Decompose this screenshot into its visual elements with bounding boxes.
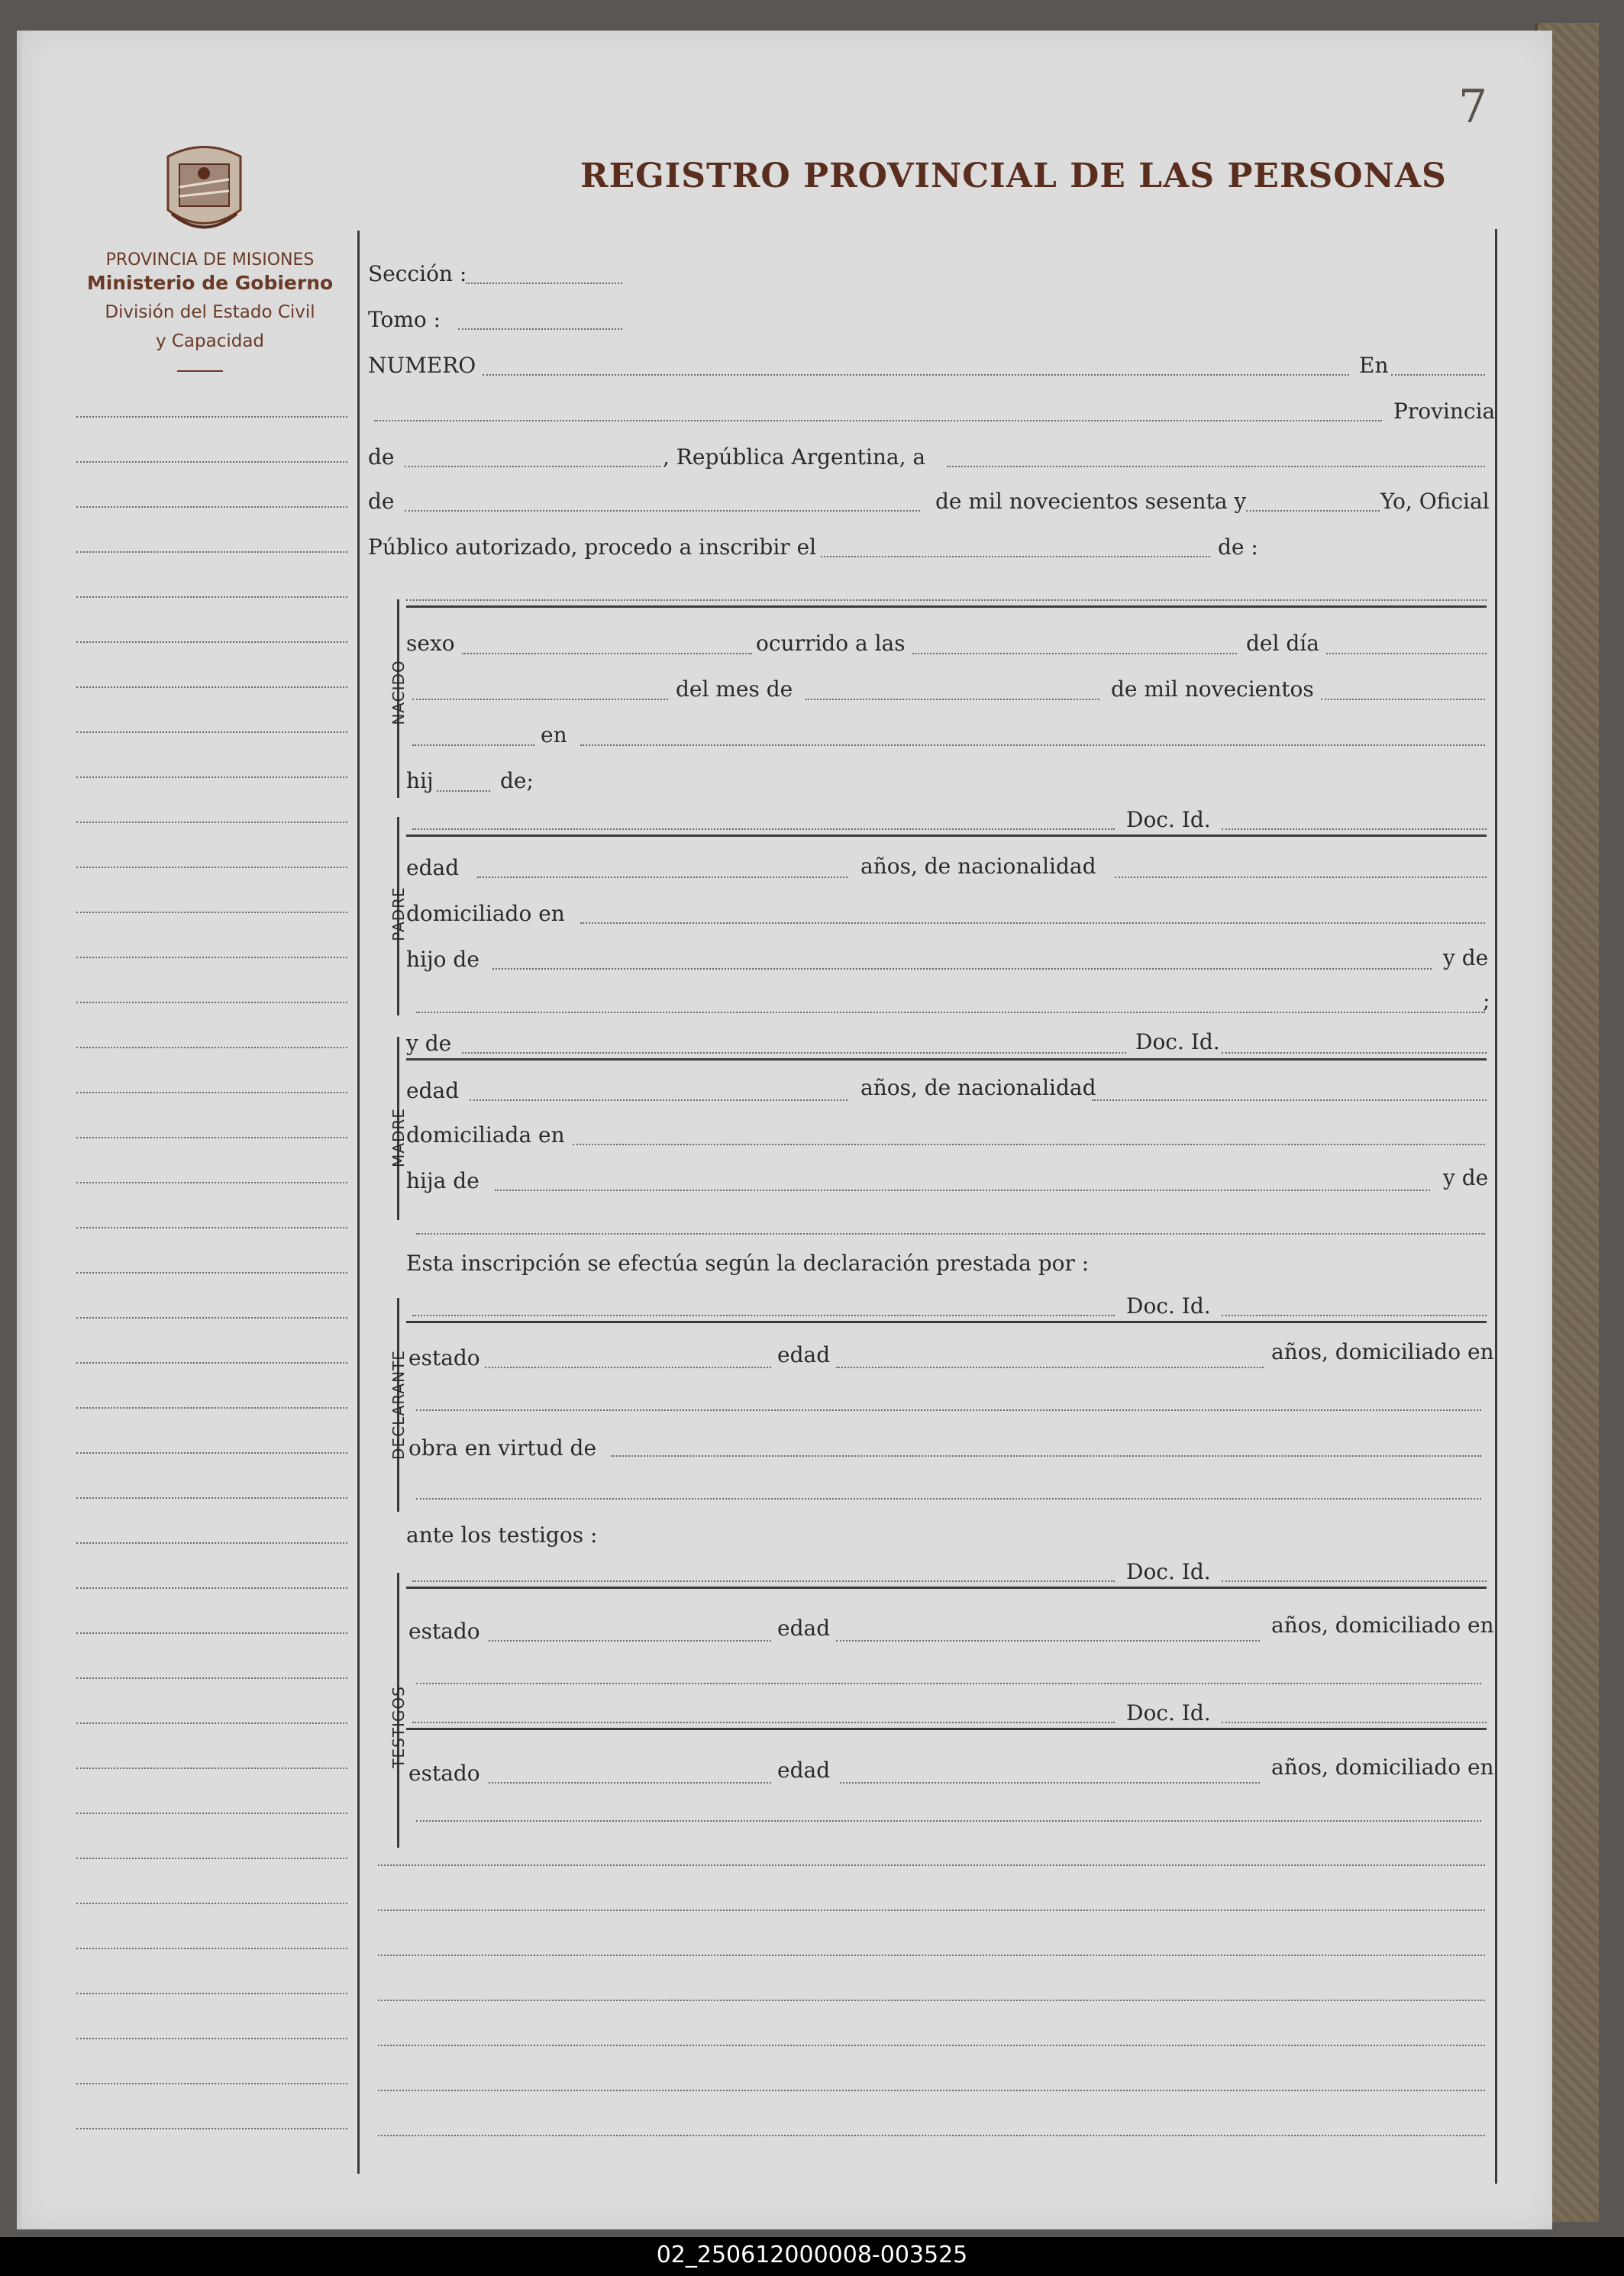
observaciones-line[interactable] <box>378 2045 1485 2046</box>
margin-dotted-line <box>76 2038 347 2039</box>
image-caption: 02_250612000008-003525 <box>656 2242 968 2268</box>
margin-dotted-line <box>76 416 347 418</box>
org-division: División del Estado Civil <box>105 302 315 322</box>
field-madre-doc[interactable] <box>1222 1052 1487 1054</box>
label-de-1: de <box>368 444 395 470</box>
field-testigo1-edad[interactable] <box>836 1640 1260 1642</box>
margin-dotted-line <box>76 1002 347 1003</box>
observaciones-line[interactable] <box>378 1864 1485 1866</box>
field-declarante-domicilio[interactable] <box>416 1409 1481 1411</box>
label-hij: hij <box>406 768 434 793</box>
label-republica: , República Argentina, a <box>663 444 926 470</box>
label-testigo1-domiciliado: años, domiciliado en <box>1271 1613 1494 1638</box>
field-sexo[interactable] <box>462 653 752 654</box>
org-province: PROVINCIA DE MISIONES <box>105 250 315 270</box>
label-en: En <box>1359 353 1389 378</box>
field-padre-domicilio[interactable] <box>580 922 1485 924</box>
label-padre-semicolon: ; <box>1483 988 1490 1013</box>
label-numero: NUMERO <box>368 353 476 378</box>
field-testigo1-estado[interactable] <box>489 1640 771 1642</box>
margin-dotted-line <box>76 1137 347 1138</box>
observaciones-line[interactable] <box>378 2090 1485 2091</box>
testigo1-rule <box>406 1587 1487 1589</box>
field-fecha-anio[interactable] <box>1246 510 1380 512</box>
margin-dotted-line <box>76 596 347 598</box>
right-margin-rule <box>1495 229 1497 2184</box>
field-declarante-edad[interactable] <box>836 1367 1264 1368</box>
label-testigo2-doc: Doc. Id. <box>1126 1700 1211 1726</box>
margin-dotted-line <box>76 1948 347 1949</box>
label-padre-nacionalidad: años, de nacionalidad <box>860 854 1096 879</box>
margin-dotted-line <box>76 1362 347 1364</box>
margin-dotted-line <box>76 641 347 643</box>
label-declarante-edad: edad <box>777 1342 831 1367</box>
margin-dotted-line <box>76 1092 347 1093</box>
field-nacido-nombre[interactable] <box>406 599 1487 601</box>
field-madre-padre[interactable] <box>495 1190 1430 1191</box>
label-madre-hija-de: hija de <box>406 1168 479 1193</box>
field-madre-nombre[interactable] <box>462 1052 1126 1054</box>
margin-dotted-line <box>76 1497 347 1499</box>
field-numero[interactable] <box>483 374 1349 376</box>
margin-dotted-line <box>76 1993 347 1994</box>
margin-dotted-line <box>76 506 347 508</box>
field-tomo[interactable] <box>458 328 622 330</box>
field-acta-tipo[interactable] <box>821 556 1210 557</box>
field-lugar-nacimiento[interactable] <box>580 744 1485 746</box>
label-nacido-en: en <box>541 722 567 747</box>
observaciones-line[interactable] <box>378 1910 1485 1911</box>
testigos-intro: ante los testigos : <box>406 1522 598 1548</box>
label-padre-y-de: y de <box>1443 945 1489 970</box>
margin-dotted-line <box>76 867 347 868</box>
observaciones-line[interactable] <box>378 1955 1485 1956</box>
margin-dotted-line <box>76 1452 347 1454</box>
margin-dotted-line <box>76 1272 347 1274</box>
label-testigo2-estado: estado <box>408 1761 480 1786</box>
field-testigo2-edad[interactable] <box>840 1782 1260 1784</box>
field-en[interactable] <box>1391 374 1485 376</box>
provincial-seal-icon <box>157 134 252 241</box>
label-yo-oficial: Yo, Oficial <box>1380 489 1490 514</box>
margin-dotted-line <box>76 551 347 553</box>
label-provincia: Provincia <box>1393 399 1496 424</box>
field-hij-sufijo[interactable] <box>437 790 490 792</box>
label-testigo2-edad: edad <box>777 1758 831 1783</box>
margin-dotted-line <box>76 731 347 733</box>
margin-dotted-line <box>76 1227 347 1228</box>
label-del-mes: del mes de <box>676 676 793 702</box>
label-declarante-domiciliado: años, domiciliado en <box>1271 1339 1494 1364</box>
field-madre-nacionalidad[interactable] <box>1092 1099 1487 1101</box>
field-padre-madre[interactable] <box>416 1012 1485 1013</box>
label-declarante-estado: estado <box>408 1345 480 1370</box>
label-de-semicolon: de; <box>500 768 534 793</box>
label-testigo1-edad: edad <box>777 1616 831 1641</box>
label-nacido-mil-novecientos: de mil novecientos <box>1111 676 1314 702</box>
form-title: REGISTRO PROVINCIAL DE LAS PERSONAS <box>580 157 1447 195</box>
label-madre-doc: Doc. Id. <box>1135 1029 1220 1054</box>
margin-dotted-line <box>76 1768 347 1769</box>
label-del-dia: del día <box>1246 631 1319 656</box>
field-fecha-dia[interactable] <box>947 466 1485 467</box>
margin-dotted-line <box>76 957 347 958</box>
margin-dotted-line <box>76 1813 347 1814</box>
label-testigo1-estado: estado <box>408 1619 480 1644</box>
testigo2-rule <box>406 1728 1487 1730</box>
padre-rule <box>406 835 1487 837</box>
field-anio-texto[interactable] <box>412 744 534 746</box>
observaciones-line[interactable] <box>378 2135 1485 2136</box>
field-provincia-nombre[interactable] <box>405 466 660 467</box>
label-de-2: de <box>368 489 395 514</box>
testigos-section-label: TESTIGOS <box>389 1686 408 1768</box>
label-madre-edad: edad <box>406 1078 460 1103</box>
field-seccion[interactable] <box>466 282 622 284</box>
margin-dotted-line <box>76 1903 347 1904</box>
margin-dotted-line <box>76 822 347 823</box>
page-number: 7 <box>1458 80 1488 134</box>
left-margin-rule <box>357 231 360 2174</box>
field-localidad[interactable] <box>374 420 1382 421</box>
label-de-colon: de : <box>1218 534 1258 560</box>
label-ocurrido: ocurrido a las <box>756 631 906 656</box>
label-testigo2-domiciliado: años, domiciliado en <box>1271 1755 1494 1780</box>
field-madre-madre[interactable] <box>416 1233 1485 1235</box>
label-padre-hijo-de: hijo de <box>406 947 479 972</box>
margin-dotted-line <box>76 1407 347 1409</box>
label-declarante-obra: obra en virtud de <box>408 1435 597 1461</box>
label-madre-y-de-2: y de <box>1443 1165 1489 1190</box>
margin-dotted-line <box>76 1722 347 1724</box>
margin-dotted-line <box>76 1632 347 1634</box>
label-tomo: Tomo : <box>368 307 441 332</box>
field-testigo2-nombre[interactable] <box>412 1722 1115 1723</box>
label-seccion: Sección : <box>368 261 467 286</box>
margin-dotted-line <box>76 1047 347 1048</box>
madre-section-label: MADRE <box>389 1108 408 1167</box>
declarante-intro: Esta inscripción se efectúa según la declaración prestada por : <box>406 1251 1090 1276</box>
margin-dotted-line <box>76 1182 347 1183</box>
field-testigo2-estado[interactable] <box>489 1782 771 1784</box>
field-madre-domicilio[interactable] <box>573 1144 1485 1145</box>
margin-dotted-line <box>76 1542 347 1544</box>
margin-dotted-line <box>76 1858 347 1859</box>
label-testigo1-doc: Doc. Id. <box>1126 1559 1211 1584</box>
field-declarante-obra[interactable] <box>611 1455 1481 1457</box>
label-padre-edad: edad <box>406 855 460 880</box>
org-underline <box>177 370 223 372</box>
field-declarante-nombre[interactable] <box>412 1315 1115 1316</box>
field-dia-texto[interactable] <box>412 699 668 700</box>
observaciones-line[interactable] <box>378 2000 1485 2001</box>
margin-dotted-line <box>76 461 347 463</box>
field-padre-nacionalidad[interactable] <box>1115 877 1487 878</box>
label-sexo: sexo <box>406 631 455 656</box>
declarante-section-label: DECLARANTE <box>389 1350 408 1460</box>
field-padre-doc[interactable] <box>1222 828 1487 830</box>
margin-dotted-line <box>76 2128 347 2129</box>
field-padre-edad[interactable] <box>477 877 848 878</box>
nacido-section-label: NACIDO <box>389 660 408 725</box>
field-declarante-doc[interactable] <box>1222 1315 1487 1316</box>
margin-dotted-line <box>76 1317 347 1319</box>
nacido-rule <box>406 605 1487 608</box>
field-fecha-mes[interactable] <box>405 510 920 512</box>
field-dia[interactable] <box>1326 653 1487 654</box>
field-mes[interactable] <box>806 699 1099 700</box>
org-capacity: y Capacidad <box>155 331 265 351</box>
field-padre-nombre[interactable] <box>412 828 1115 830</box>
field-testigo2-domicilio[interactable] <box>416 1820 1481 1822</box>
org-ministry: Ministerio de Gobierno <box>86 272 334 294</box>
label-madre-y-de: y de <box>406 1031 452 1056</box>
label-padre-domiciliado: domiciliado en <box>406 901 565 926</box>
label-madre-domiciliada: domiciliada en <box>406 1122 565 1148</box>
field-testigo1-nombre[interactable] <box>412 1580 1115 1582</box>
label-madre-nacionalidad: años, de nacionalidad <box>860 1075 1096 1100</box>
field-hora[interactable] <box>912 653 1237 654</box>
margin-dotted-line <box>76 686 347 688</box>
form-page <box>17 31 1552 2229</box>
field-testigo1-domicilio[interactable] <box>416 1683 1481 1684</box>
field-padre-padre[interactable] <box>492 968 1432 970</box>
margin-dotted-line <box>76 1587 347 1589</box>
margin-dotted-line <box>76 2083 347 2084</box>
margin-dotted-line <box>76 1677 347 1679</box>
label-mil-novecientos: de mil novecientos sesenta y <box>935 489 1247 514</box>
field-madre-edad[interactable] <box>470 1099 848 1101</box>
madre-rule <box>406 1058 1487 1061</box>
margin-dotted-line <box>76 776 347 778</box>
label-declarante-doc: Doc. Id. <box>1126 1293 1211 1319</box>
label-publico: Público autorizado, procedo a inscribir el <box>368 534 817 560</box>
field-declarante-obra-2[interactable] <box>416 1498 1481 1500</box>
declarante-rule <box>406 1321 1487 1323</box>
padre-section-label: PADRE <box>389 886 408 941</box>
field-testigo2-doc[interactable] <box>1222 1722 1487 1723</box>
field-declarante-estado[interactable] <box>485 1367 771 1368</box>
label-padre-doc: Doc. Id. <box>1126 807 1211 832</box>
field-anio-nacimiento[interactable] <box>1321 699 1485 700</box>
margin-dotted-line <box>76 912 347 913</box>
field-testigo1-doc[interactable] <box>1222 1580 1487 1582</box>
